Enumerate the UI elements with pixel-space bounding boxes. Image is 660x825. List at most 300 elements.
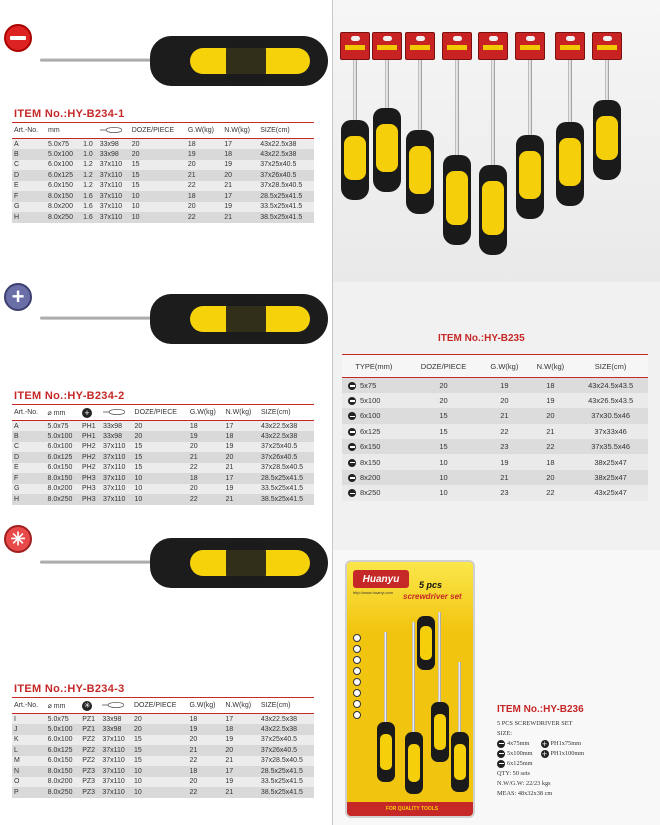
table-cell: 21 [222, 181, 258, 192]
table-row [12, 191, 314, 202]
table-cell: 8.0x250 [46, 787, 81, 798]
table-cell: 22 [186, 212, 222, 223]
table-cell: PH1 [80, 421, 101, 432]
table-cell: C [12, 442, 46, 453]
table-cell: 6.0x150 [46, 181, 81, 192]
package-driver [451, 562, 469, 812]
col-header: Art.-No. [12, 405, 46, 421]
table-cell: M [12, 756, 46, 767]
table-cell: 43x22.5x38 [259, 714, 314, 725]
phillips-small-icon: + [82, 408, 92, 418]
table-cell: 18 [224, 431, 259, 442]
flat-slot-icon [348, 428, 356, 436]
phillips-small-icon: + [541, 739, 548, 748]
table-cell: PH2 [80, 442, 101, 453]
table-cell: 43x22.5x38 [258, 149, 314, 160]
package-pcs: 5 pcs [419, 580, 443, 590]
table-cell: 6.0x125 [46, 170, 81, 181]
table-cell: 33x98 [101, 431, 133, 442]
type-label: 6x125 [360, 426, 381, 436]
table-cell: 43x22.5x38 [259, 421, 314, 432]
table-cell: 10 [133, 494, 188, 505]
table-cell: 10 [133, 484, 188, 495]
table-cell: 37x110 [98, 170, 130, 181]
table-cell: E [12, 463, 46, 474]
table-cell: 15 [130, 160, 186, 171]
package-image [345, 560, 475, 818]
table-cell: 1.6 [81, 202, 98, 213]
hanging-screwdriver [555, 32, 585, 206]
table-cell: 17 [223, 766, 258, 777]
table-cell: 22 [188, 494, 224, 505]
table-cell: 43x22.5x38 [259, 724, 314, 735]
table-cell: 20 [132, 714, 187, 725]
table-cell: 17 [223, 714, 258, 725]
table-row [12, 484, 314, 495]
table-cell: 37x26x40.5 [258, 170, 314, 181]
table-cell: 15 [132, 745, 187, 756]
table-cell: 43x22.5x38 [258, 139, 314, 150]
table-cell: 6.0x100 [46, 160, 81, 171]
type-label: 6x100 [360, 411, 381, 421]
table-row [12, 212, 314, 223]
table-cell: 37x26x40.5 [259, 745, 314, 756]
col-header [98, 123, 130, 139]
table-cell: 6.0x100 [46, 442, 80, 453]
table-cell: 18 [222, 149, 258, 160]
table-cell: 15 [406, 424, 481, 439]
table-cell: 33.5x25x41.5 [259, 484, 314, 495]
hanging-screwdriver [372, 32, 402, 192]
table-cell: 18 [186, 191, 222, 202]
table-cell: 38.5x25x41.5 [258, 212, 314, 223]
table-cell: 28.5x25x41.5 [258, 191, 314, 202]
col-header: Art.-No. [12, 698, 46, 714]
table-cell: 15 [133, 442, 188, 453]
col-header: SIZE(cm) [573, 355, 648, 378]
table-cell: 1.2 [81, 160, 98, 171]
section-title: ITEM No.:HY-B234-2 [14, 390, 125, 402]
screwdriver-outline-icon [102, 702, 124, 708]
table-cell: 20 [133, 421, 188, 432]
table-row [12, 170, 314, 181]
pozidriv-icon: ✳ [4, 525, 32, 553]
size-item: 5x100mm [507, 750, 533, 757]
table-cell: PH3 [80, 484, 101, 495]
col-header [100, 698, 132, 714]
table-cell: 33.5x25x41.5 [258, 202, 314, 213]
flat-slot-icon [4, 24, 32, 52]
spec-table-b234-2 [12, 404, 314, 505]
table-cell: 37x110 [100, 766, 132, 777]
flat-slot-icon [348, 412, 356, 420]
table-cell: 10 [130, 202, 186, 213]
table-cell: 37x110 [101, 442, 133, 453]
table-cell: A [12, 421, 46, 432]
b236-title: ITEM No.:HY-B236 [497, 704, 584, 715]
spec-table-b234-1 [12, 122, 314, 223]
table-cell: 1.2 [81, 170, 98, 181]
col-header: DOZE/PIECE [133, 405, 188, 421]
table-cell: 6.0x125 [46, 745, 81, 756]
table-cell: 8.0x250 [46, 494, 80, 505]
table-row [12, 745, 314, 756]
table-cell: PH3 [80, 473, 101, 484]
table-row [12, 421, 314, 432]
col-header: G.W(kg) [187, 698, 223, 714]
table-cell: 5.0x75 [46, 714, 81, 725]
table-cell: P [12, 787, 46, 798]
table-cell: 8.0x200 [46, 777, 81, 788]
table-cell: PZ1 [80, 714, 100, 725]
table-cell: 5.0x100 [46, 149, 81, 160]
table-cell: 17 [224, 473, 259, 484]
table-cell: 21 [481, 470, 527, 485]
table-row [12, 735, 314, 746]
table-cell: B [12, 149, 46, 160]
table-cell: 18 [188, 473, 224, 484]
package-driver [377, 562, 395, 812]
type-label: 8x200 [360, 473, 381, 483]
table-cell: 22 [528, 485, 574, 500]
b236-info [497, 719, 584, 799]
spec-table-b234-3 [12, 697, 314, 798]
table-cell: 19 [528, 393, 574, 408]
tip-type-icons [353, 634, 363, 722]
table-cell: 5.0x75 [46, 421, 80, 432]
table-cell: 21 [223, 787, 258, 798]
table-cell: 1.6 [81, 191, 98, 202]
type-label: 5x100 [360, 396, 381, 406]
table-cell: 19 [224, 484, 259, 495]
table-cell: 19 [224, 442, 259, 453]
flat-slot-icon [348, 397, 356, 405]
package-driver [417, 562, 435, 812]
table-cell: 20 [130, 149, 186, 160]
table-cell: PH3 [80, 494, 101, 505]
table-cell: 37x110 [100, 745, 132, 756]
table-row [12, 724, 314, 735]
table-cell: 19 [223, 777, 258, 788]
size-item: 6x125mm [507, 760, 533, 767]
table-cell: D [12, 452, 46, 463]
table-cell: 37x110 [101, 463, 133, 474]
table-cell: 37x110 [100, 735, 132, 746]
table-row [12, 202, 314, 213]
table-cell: 37x110 [101, 484, 133, 495]
col-header [101, 405, 133, 421]
table-cell: 33x98 [100, 724, 132, 735]
table-cell: 37x110 [98, 202, 130, 213]
table-cell: 19 [187, 724, 223, 735]
table-cell: 15 [132, 756, 187, 767]
table-cell: 37x25x40.5 [258, 160, 314, 171]
table-cell: 20 [528, 470, 574, 485]
col-header: G.W(kg) [188, 405, 224, 421]
col-header: N.W(kg) [528, 355, 574, 378]
table-cell: 37x110 [100, 756, 132, 767]
table-cell: 1.0 [81, 139, 98, 150]
table-cell: 20 [188, 442, 224, 453]
table-cell: 22 [187, 756, 223, 767]
table-cell: 21 [223, 756, 258, 767]
table-row [12, 452, 314, 463]
size-item: PH1x100mm [550, 750, 585, 757]
table-cell: E [12, 181, 46, 192]
table-cell: 5.0x75 [46, 139, 81, 150]
table-cell: J [12, 724, 46, 735]
table-row [342, 378, 648, 393]
table-cell: 10 [132, 766, 187, 777]
table-cell: B [12, 431, 46, 442]
flat-small-icon [497, 760, 505, 768]
table-cell: 18 [528, 454, 574, 469]
phillips-screwdriver-image [40, 290, 330, 346]
table-cell: L [12, 745, 46, 756]
table-cell: 38x25x47 [573, 454, 648, 469]
table-cell: 22 [528, 439, 574, 454]
table-cell: PZ3 [80, 766, 100, 777]
table-cell: 18 [187, 766, 223, 777]
col-header: N.W(kg) [224, 405, 259, 421]
table-row [12, 139, 314, 150]
table-cell: F [12, 473, 46, 484]
type-label: 8x150 [360, 457, 381, 467]
table-cell: 37x110 [101, 452, 133, 463]
table-cell: 10 [130, 212, 186, 223]
table-cell: H [12, 494, 46, 505]
table-row [342, 408, 648, 423]
table-cell: 15 [406, 439, 481, 454]
table-cell: 17 [222, 191, 258, 202]
table-cell: 20 [224, 452, 259, 463]
table-cell: 18 [186, 139, 222, 150]
table-cell: 5.0x100 [46, 724, 81, 735]
table-cell: 15 [130, 170, 186, 181]
col-header: G.W(kg) [481, 355, 527, 378]
table-cell: 37x25x40.5 [259, 735, 314, 746]
table-cell: 23 [481, 485, 527, 500]
table-cell: 6.0x100 [46, 735, 81, 746]
table-cell: 22 [187, 787, 223, 798]
table-cell [342, 424, 406, 439]
table-row [12, 463, 314, 474]
table-cell: 15 [406, 408, 481, 423]
table-cell: 37x35.5x46 [573, 439, 648, 454]
table-row [342, 439, 648, 454]
table-cell: 38.5x25x41.5 [259, 787, 314, 798]
type-label: 6x150 [360, 442, 381, 452]
table-row [342, 393, 648, 408]
table-cell: 33x98 [98, 139, 130, 150]
table-row [12, 431, 314, 442]
table-cell: 37x110 [100, 787, 132, 798]
table-cell: 37x110 [101, 473, 133, 484]
table-cell: 33.5x25x41.5 [259, 777, 314, 788]
flat-small-icon [497, 740, 505, 748]
screwdriver-outline-icon [100, 127, 122, 133]
col-header: DOZE/PIECE [406, 355, 481, 378]
table-cell: N [12, 766, 46, 777]
table-cell: 33x98 [100, 714, 132, 725]
table-cell: 20 [188, 484, 224, 495]
type-label: 5x75 [360, 380, 377, 390]
table-cell: 19 [223, 735, 258, 746]
col-header: TYPE(mm) [342, 355, 406, 378]
table-cell: 37x28.5x40.5 [259, 463, 314, 474]
table-cell: 8.0x150 [46, 191, 81, 202]
table-row [342, 485, 648, 500]
flat-small-icon [497, 750, 505, 758]
table-cell: 10 [130, 191, 186, 202]
table-cell: 20 [187, 735, 223, 746]
brand-url: http://www.huanyi.com [353, 590, 394, 595]
table-row [12, 160, 314, 171]
table-cell: 37x110 [98, 181, 130, 192]
table-cell: 17 [224, 421, 259, 432]
col-header: G.W(kg) [186, 123, 222, 139]
table-cell: 20 [132, 724, 187, 735]
table-cell: 19 [186, 149, 222, 160]
flat-slot-icon [348, 443, 356, 451]
table-cell: G [12, 484, 46, 495]
table-cell: 8.0x200 [46, 202, 81, 213]
col-header [80, 698, 100, 714]
table-cell: PZ3 [80, 777, 100, 788]
table-cell: 18 [528, 378, 574, 393]
table-cell: 1.0 [81, 149, 98, 160]
table-cell: 21 [528, 424, 574, 439]
table-cell: 15 [133, 463, 188, 474]
table-cell: O [12, 777, 46, 788]
table-cell: 8.0x200 [46, 484, 80, 495]
table-cell: 20 [186, 202, 222, 213]
table-cell: 18 [223, 724, 258, 735]
col-header: ⌀ mm [46, 405, 80, 421]
table-cell: 19 [222, 202, 258, 213]
table-cell: 15 [133, 452, 188, 463]
b236-weight: N.W/G.W: 22/23 kgs [497, 780, 551, 787]
table-cell: 20 [528, 408, 574, 423]
table-row [342, 454, 648, 469]
table-cell: 37x110 [100, 777, 132, 788]
table-cell: 20 [130, 139, 186, 150]
table-row [12, 756, 314, 767]
pozidriv-small-icon: ✳ [83, 700, 91, 710]
b235-table [342, 354, 648, 501]
table-cell: 15 [130, 181, 186, 192]
table-cell: C [12, 160, 46, 171]
table-cell: 10 [406, 485, 481, 500]
table-row [12, 787, 314, 798]
package-set: screwdriver set [403, 592, 462, 601]
table-cell: 37x26x40.5 [259, 452, 314, 463]
hanging-screwdriver [515, 32, 545, 219]
hanging-screwdriver [405, 32, 435, 214]
table-cell: A [12, 139, 46, 150]
table-cell: 10 [133, 473, 188, 484]
col-header: N.W(kg) [222, 123, 258, 139]
table-cell: 37x28.5x40.5 [259, 756, 314, 767]
table-cell: 19 [222, 160, 258, 171]
b236-meas: MEAS: 48x32x38 cm [497, 790, 553, 797]
table-cell [342, 408, 406, 423]
table-cell: 21 [481, 408, 527, 423]
table-cell: 43x25x47 [573, 485, 648, 500]
table-cell: 10 [132, 787, 187, 798]
table-cell: 20 [133, 431, 188, 442]
hanging-screwdriver [592, 32, 622, 180]
table-cell: 1.2 [81, 181, 98, 192]
table-cell: 6.0x150 [46, 463, 80, 474]
table-cell: 20 [223, 745, 258, 756]
table-row [342, 470, 648, 485]
table-cell: 37x28.5x40.5 [258, 181, 314, 192]
b236-set: 5 PCS SCREWDRIVER SET [497, 720, 573, 727]
pozidriv-screwdriver-image [40, 534, 330, 590]
table-cell: 17 [222, 139, 258, 150]
table-cell: 20 [406, 393, 481, 408]
table-cell: 21 [224, 494, 259, 505]
table-cell: 19 [481, 378, 527, 393]
table-cell: 10 [132, 777, 187, 788]
table-cell: PZ2 [80, 735, 100, 746]
table-cell: 15 [132, 735, 187, 746]
table-cell [342, 439, 406, 454]
table-row [12, 494, 314, 505]
table-cell: 38x25x47 [573, 470, 648, 485]
table-cell: I [12, 714, 46, 725]
table-cell [342, 454, 406, 469]
table-cell: 37x25x40.5 [259, 442, 314, 453]
table-cell: H [12, 212, 46, 223]
hanging-screwdriver [340, 32, 370, 200]
table-cell: 33x98 [98, 149, 130, 160]
table-row [12, 149, 314, 160]
hanging-screwdriver [442, 32, 472, 245]
col-header: SIZE(cm) [258, 123, 314, 139]
table-cell: 37x110 [98, 191, 130, 202]
col-header: DOZE/PIECE [132, 698, 187, 714]
table-cell [342, 485, 406, 500]
table-cell: G [12, 202, 46, 213]
col-header: N.W(kg) [223, 698, 258, 714]
table-row [12, 181, 314, 192]
col-header: SIZE(cm) [259, 698, 314, 714]
b236-qty: QTY: 50 sets [497, 770, 531, 777]
table-cell: 20 [406, 378, 481, 393]
table-cell: 37x30.5x46 [573, 408, 648, 423]
table-cell: 20 [481, 393, 527, 408]
brand-logo: Huanyu [353, 570, 409, 588]
table-cell: F [12, 191, 46, 202]
table-cell: PH2 [80, 463, 101, 474]
table-cell: 8.0x150 [46, 473, 80, 484]
table-cell: PH2 [80, 452, 101, 463]
table-cell: 6.0x125 [46, 452, 80, 463]
table-cell: 20 [186, 160, 222, 171]
screwdriver-outline-icon [103, 409, 125, 415]
col-header: DOZE/PIECE [130, 123, 186, 139]
col-header: SIZE(cm) [259, 405, 314, 421]
table-cell: PZ2 [80, 756, 100, 767]
table-cell: 33x98 [101, 421, 133, 432]
table-cell: 19 [481, 454, 527, 469]
type-label: 8x250 [360, 488, 381, 498]
b235-title: ITEM No.:HY-B235 [438, 333, 525, 344]
table-cell: PZ3 [80, 787, 100, 798]
b236-size-label: SIZE: [497, 730, 513, 737]
